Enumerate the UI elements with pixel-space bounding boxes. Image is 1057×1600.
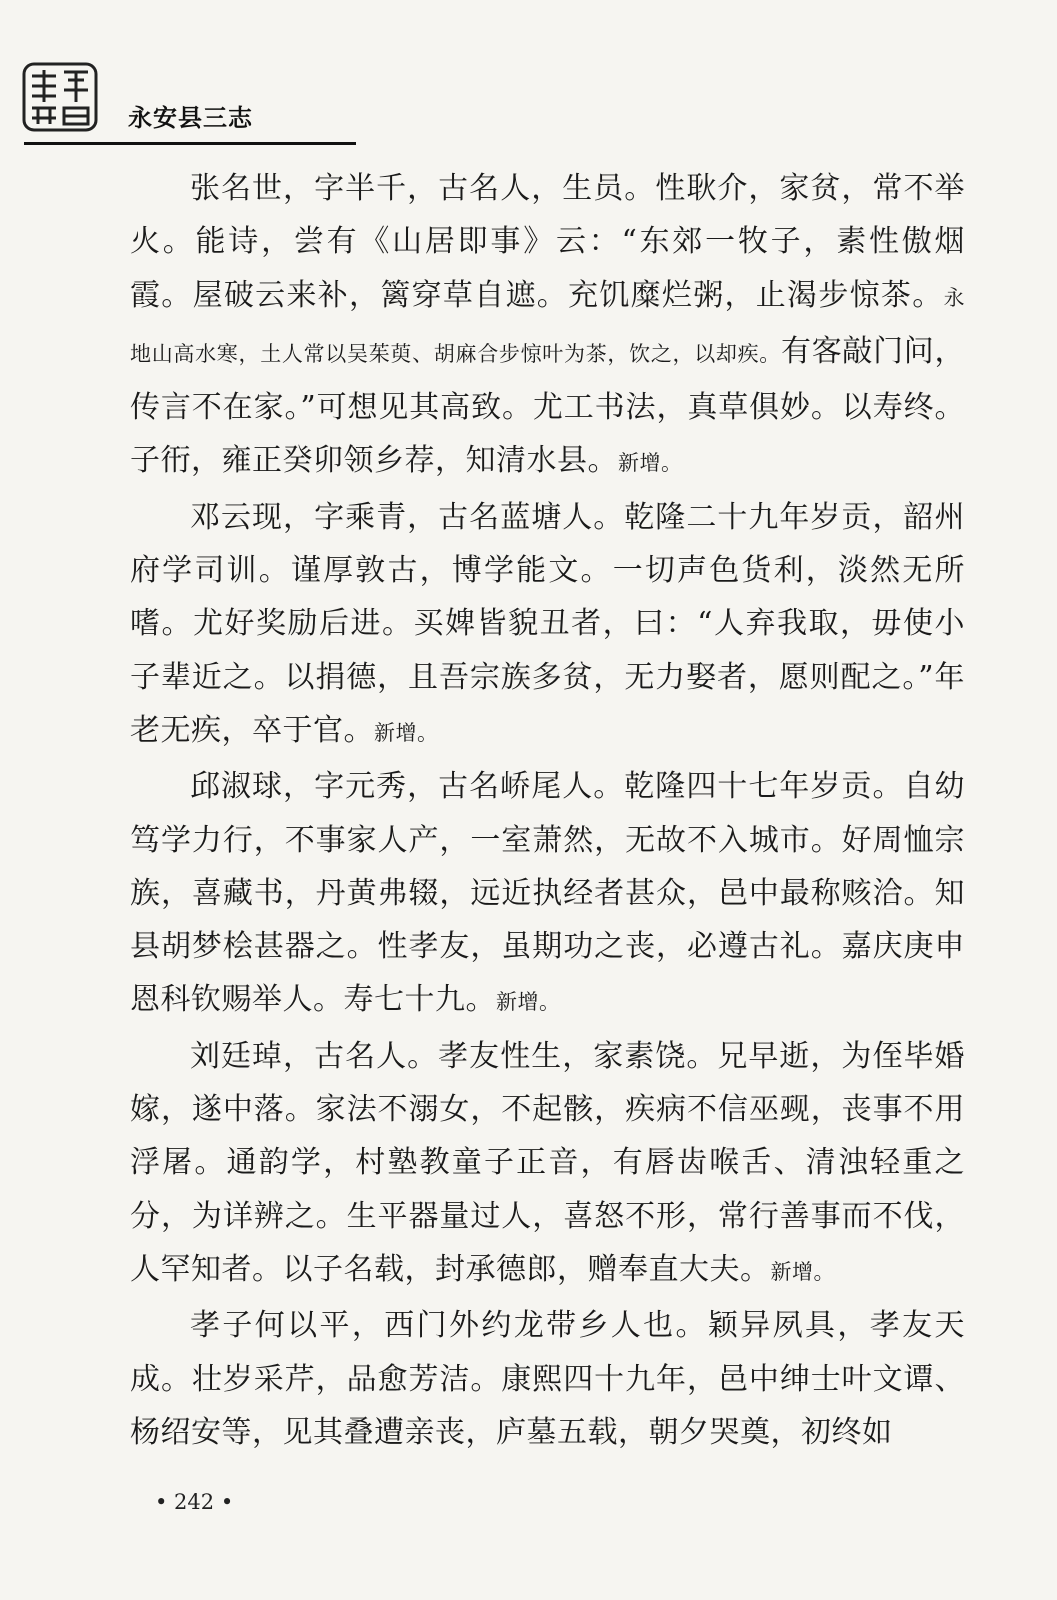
paragraph-text: 张名世，字半千，古名人，生员。性耿介，家贫，常不举火。能诗，尝有《山居即事》云：“东郊一牧子，素性傲烟霞。屋破云来补，篱穿草自遮。充饥糜烂粥，止渴步惊茶。 [130, 171, 965, 313]
source-note: 新增。 [374, 720, 439, 745]
paragraph-text: 有客敲门问，传言不在家。”可想见其高致。尤工书法，真草俱妙。以寿终。子衎，雍正癸卯领乡荐，知清水县。 [130, 333, 965, 479]
source-note: 新增。 [496, 990, 561, 1015]
paragraph-text: 孝子何以平，西门外约龙带乡人也。颖异夙具，孝友天成。壮岁采芹，品愈芳洁。康熙四十九年，邑中绅士叶文谭、杨绍安等，见其叠遭亲丧，庐墓五载，朝夕哭奠，初终如 [130, 1308, 965, 1450]
square-seal-logo-icon [22, 62, 98, 132]
header-divider [24, 142, 356, 145]
paragraph-text: 刘廷琸，古名人。孝友性生，家素饶。兄早逝，为侄毕婚嫁，遂中落。家法不溺女，不起骸，疾病不信巫觋，丧事不用浮屠。通韵学，村塾教童子正音，有唇齿喉舌、清浊轻重之分，为详辨之。生平器量过人，喜怒不形，常行善事而不伐，人罕知者。以子名载，封承德郎，赠奉直大夫。 [130, 1038, 965, 1287]
paragraph-liu-tingbin [130, 1030, 965, 1299]
book-title: 永安县三志 [128, 104, 253, 132]
paragraph-deng-yunxian [130, 491, 965, 760]
paragraph-text: 邱淑球，字元秀，古名峤尾人。乾隆四十七年岁贡。自幼笃学力行，不事家人产，一室萧然，无故不入城市。好周恤宗族，喜藏书，丹黄弗辍，远近执经者甚众，邑中最称赅洽。知县胡梦桧甚器之。性孝友，虽期功之丧，必遵古礼。嘉庆庚申恩科钦赐举人。寿七十九。 [130, 769, 965, 1018]
page-number: • 242 • [155, 1490, 234, 1514]
body-text [130, 162, 965, 1459]
paragraph-he-yiping [130, 1299, 965, 1459]
paragraph-zhang-mingshi [130, 162, 965, 491]
page-header [0, 0, 1057, 160]
source-note: 新增。 [770, 1259, 835, 1284]
paragraph-qiu-shuqiu [130, 760, 965, 1029]
source-note: 新增。 [618, 451, 683, 476]
paragraph-text: 邓云现，字乘青，古名蓝塘人。乾隆二十九年岁贡，韶州府学司训。谨厚敦古，博学能文。一切声色货利，淡然无所嗜。尤好奖励后进。买婢皆貌丑者，曰：“人弃我取，毋使小子辈近之。以捐德，且吾宗族多贫，无力娶者，愿则配之。”年老无疾，卒于官。 [130, 499, 965, 748]
annotation-note: 永地山高水寒，土人常以吴茱萸、胡麻合步惊叶为茶，饮之，以却疾。 [130, 285, 965, 366]
